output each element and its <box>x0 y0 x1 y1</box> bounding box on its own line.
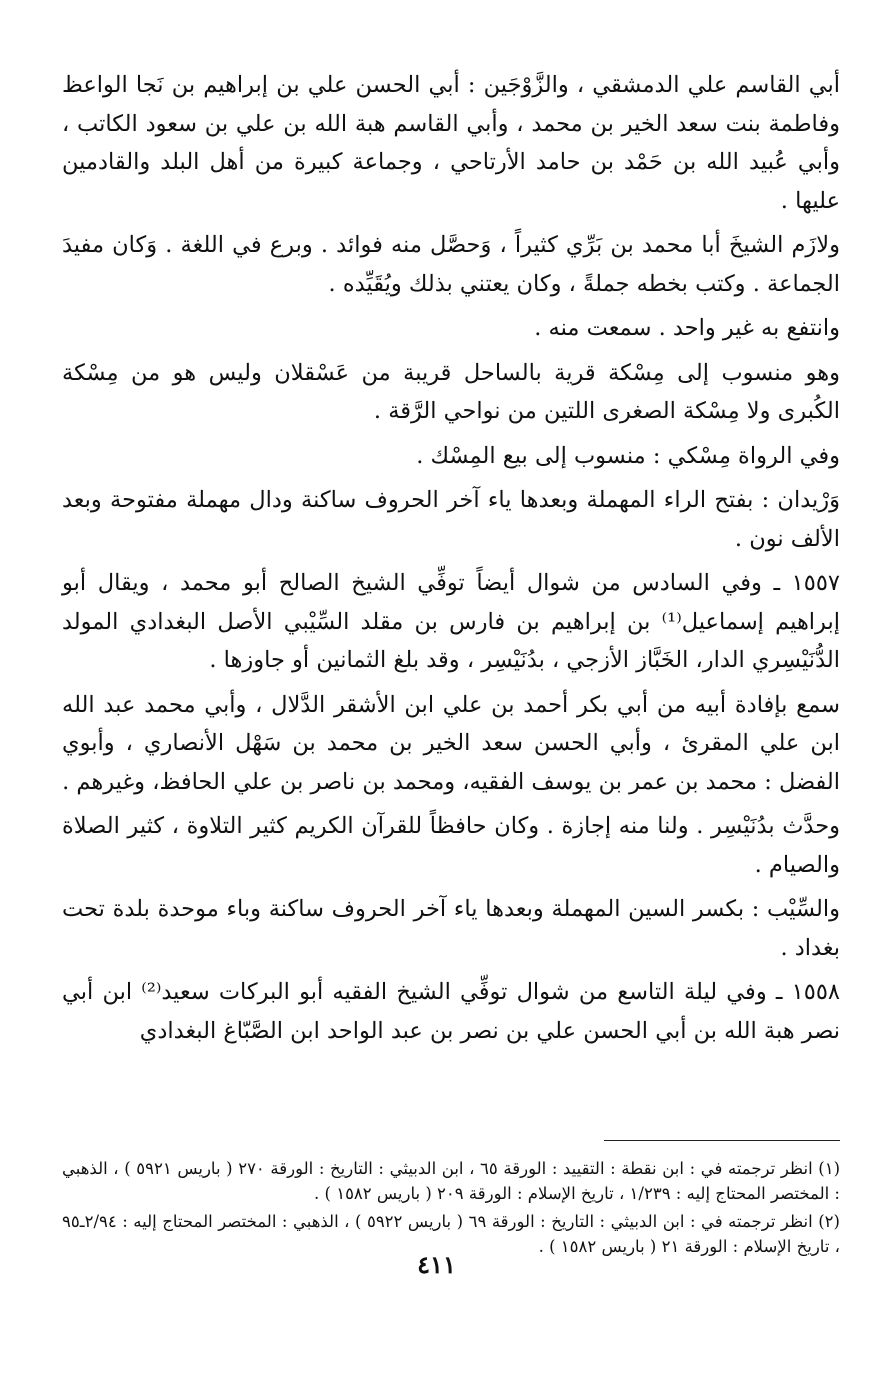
paragraph-5: وفي الرواة مِسْكي : منسوب إلى بيع المِسْك . <box>416 442 840 469</box>
footnote-1: (١) انظر ترجمته في : ابن نقطة : التقييد : الورقة ٦٥ ، ابن الدبيثي : التاريخ : الورقة ٢٧٠ ( باريس ٥٩٢١ ) ، الذهبي : المختصر المحتاج إليه : ١/٢٣٩ ، تاريخ الإسلام : الورقة ٢٠٩ ( باريس ١٥٨٢ ) . <box>62 1159 841 1203</box>
footnote-separator <box>604 1140 840 1141</box>
entry-1557: ١٥٥٧ ـ وفي السادس من شوال أيضاً توفِّي الشيخ الصالح أبو محمد ، ويقال أبو إبراهيم إسماعيل⁽¹⁾ بن إبراهيم بن فارس بن مقلد السِّيْبي الأصل البغدادي المولد الدُّنَيْسِري الدار، الخَبَّاز الأزجي ، بدُنَيْسِر ، وقد بلغ الثمانين أو جاوزها . <box>62 570 840 673</box>
paragraph-8: سمع بإفادة أبيه من أبي بكر أحمد بن علي ابن الأشقر الدَّلال ، وأبي محمد عبد الله ابن علي المقرئ ، وأبي الحسن سعد الخير بن محمد بن سَهْل الأنصاري ، وأبوي الفضل : محمد بن عمر بن يوسف الفقيه، ومحمد بن ناصر بن علي الحافظ، وغيرهم . <box>62 691 840 795</box>
footnote-2: (٢) انظر ترجمته في : ابن الدبيثي : التاريخ : الورقة ٦٩ ( باريس ٥٩٢٢ ) ، الذهبي : المختصر المحتاج إليه : ٢/٩٤ـ٩٥ ، تاريخ الإسلام : الورقة ٢١ ( باريس ١٥٨٢ ) . <box>62 1212 840 1256</box>
paragraph-6: وَرْيدان : بفتح الراء المهملة وبعدها ياء آخر الحروف ساكنة ودال مهملة مفتوحة وبعد الألف نون . <box>62 487 840 552</box>
paragraph-1: أبي القاسم علي الدمشقي ، والزَّوْجَين : أبي الحسن علي بن إبراهيم بن نَجا الواعظ وفاطمة بنت سعد الخير بن محمد ، وأبي القاسم هبة الله بن علي بن سعود الكاتب ، وأبي عُبيد الله بن حَمْد بن حامد الأرتاحي ، وجماعة كبيرة من أهل البلد والقادمين عليها . <box>62 72 840 214</box>
paragraph-9: وحدَّث بدُنَيْسِر . ولنا منه إجازة . وكان حافظاً للقرآن الكريم كثير التلاوة ، كثير الصلاة والصيام . <box>62 813 840 878</box>
footnotes <box>62 1156 840 1262</box>
paragraph-10: والسِّيْب : بكسر السين المهملة وبعدها ياء آخر الحروف ساكنة وباء موحدة بلدة تحت بغداد . <box>62 896 840 961</box>
paragraph-2: ولازَم الشيخَ أبا محمد بن بَرِّي كثيراً ، وَحصَّل منه فوائد . وبرع في اللغة . وَكان مفيدَ الجماعة . وكتب بخطه جملةً ، وكان يعتني بذلك ويُقَيِّده . <box>62 232 840 297</box>
page-body <box>62 66 840 1366</box>
paragraph-3: وانتفع به غير واحد . سمعت منه . <box>534 315 840 341</box>
entry-1558: ١٥٥٨ ـ وفي ليلة التاسع من شوال توفِّي الشيخ الفقيه أبو البركات سعيد⁽²⁾ ابن أبي نصر هبة الله بن أبي الحسن علي بن نصر بن عبد الواحد ابن الصَّبّاغ البغدادي <box>62 979 840 1044</box>
page-number: ٤١١ <box>417 1250 456 1279</box>
paragraph-4: وهو منسوب إلى مِسْكة قرية بالساحل قريبة من عَسْقلان وليس هو من مِسْكة الكُبرى ولا مِسْكة الصغرى اللتين من نواحي الرَّقة . <box>62 359 840 424</box>
